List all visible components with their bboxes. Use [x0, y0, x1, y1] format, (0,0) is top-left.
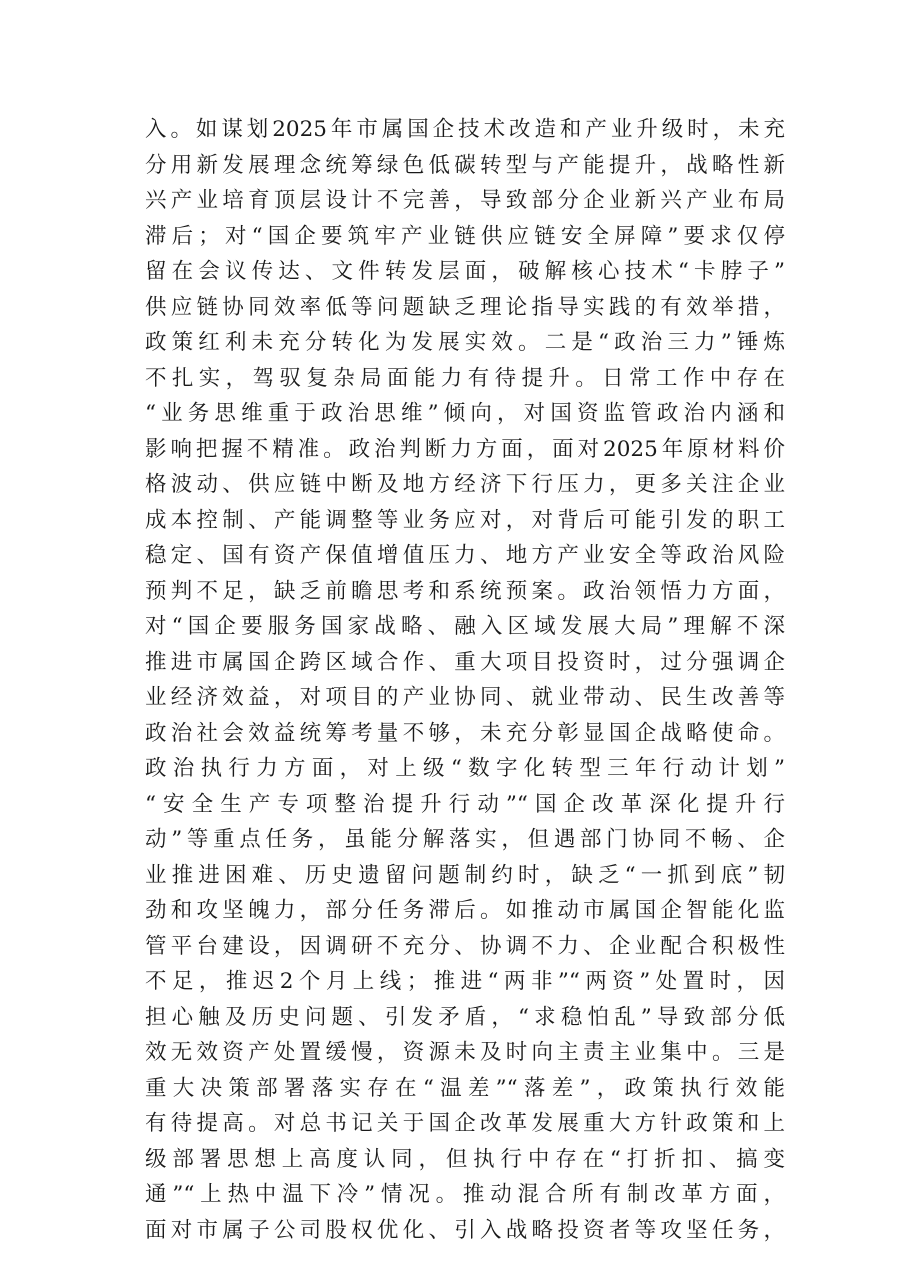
text-line: 管平台建设，因调研不充分、协调不力、企业配合积极性: [145, 933, 785, 959]
text-line: 格波动、供应链中断及地方经济下行压力，更多关注企业: [145, 472, 785, 497]
text-line: 滞后；对“国企要筑牢产业链供应链安全屏障”要求仅停: [145, 223, 785, 249]
text-line: 劲和攻坚魄力，部分任务滞后。如推动市属国企智能化监: [145, 898, 785, 923]
text-line: 影响把握不精准。政治判断力方面，面对2025年原材料价: [145, 436, 785, 462]
text-line: 分用新发展理念统筹绿色低碳转型与产能提升，战略性新: [145, 152, 785, 178]
text-line: 留在会议传达、文件转发层面，破解核心技术“卡脖子”: [145, 259, 785, 284]
text-line: 不足，推迟2个月上线；推进“两非”“两资”处置时，因: [145, 969, 785, 994]
text-line: 成本控制、产能调整等业务应对，对背后可能引发的职工: [145, 507, 785, 533]
text-line: 政治社会效益统筹考量不够，未充分彰显国企战略使命。: [145, 720, 785, 746]
text-line: 政策红利未充分转化为发展实效。二是“政治三力”锤炼: [145, 330, 785, 355]
text-line: 面对市属子公司股权优化、引入战略投资者等攻坚任务，: [145, 1217, 785, 1243]
text-line: 预判不足，缺乏前瞻思考和系统预案。政治领悟力方面，: [145, 578, 785, 604]
text-line: 业推进困难、历史遗留问题制约时，缺乏“一抓到底”韧: [145, 862, 785, 888]
text-line: 重大决策部署落实存在“温差”“落差”，政策执行效能: [145, 1075, 785, 1101]
text-line: 推进市属国企跨区域合作、重大项目投资时，过分强调企: [145, 649, 785, 675]
text-line: 通”“上热中温下冷”情况。推动混合所有制改革方面，: [145, 1182, 785, 1207]
body-text: [145, 112, 785, 1248]
text-line: 动”等重点任务，虽能分解落实，但遇部门协同不畅、企: [145, 827, 785, 852]
text-line: 政治执行力方面，对上级“数字化转型三年行动计划”: [145, 756, 785, 781]
text-line: 入。如谋划2025年市属国企技术改造和产业升级时，未充: [145, 117, 785, 142]
text-line: “安全生产专项整治提升行动”“国企改革深化提升行: [145, 791, 785, 817]
text-line: 供应链协同效率低等问题缺乏理论指导实践的有效举措，: [145, 294, 785, 320]
text-line: 业经济效益，对项目的产业协同、就业带动、民生改善等: [145, 685, 785, 710]
text-line: 级部署思想上高度认同，但执行中存在“打折扣、搞变: [145, 1146, 785, 1172]
text-line: 有待提高。对总书记关于国企改革发展重大方针政策和上: [145, 1111, 785, 1136]
text-line: 对“国企要服务国家战略、融入区域发展大局”理解不深: [145, 614, 785, 639]
text-line: 效无效资产处置缓慢，资源未及时向主责主业集中。三是: [145, 1040, 785, 1065]
text-line: 兴产业培育顶层设计不完善，导致部分企业新兴产业布局: [145, 188, 785, 213]
text-line: “业务思维重于政治思维”倾向，对国资监管政治内涵和: [145, 401, 785, 426]
text-line: 担心触及历史问题、引发矛盾，“求稳怕乱”导致部分低: [145, 1004, 785, 1030]
text-line: 稳定、国有资产保值增值压力、地方产业安全等政治风险: [145, 543, 785, 568]
text-line: 不扎实，驾驭复杂局面能力有待提升。日常工作中存在: [145, 365, 785, 391]
